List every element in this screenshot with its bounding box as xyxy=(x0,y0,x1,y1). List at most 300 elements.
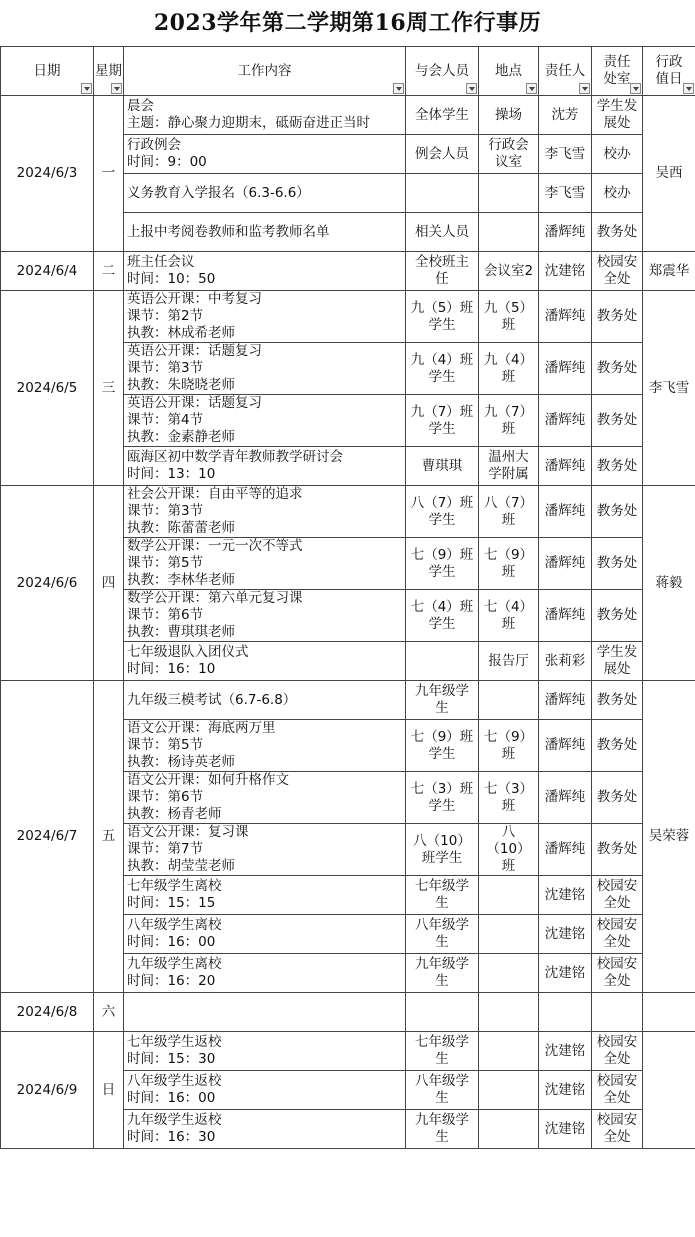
content-cell-line: 执教：林成希老师 xyxy=(127,325,235,341)
attendees-cell-line: 九（4）班 xyxy=(410,351,474,368)
content-cell xyxy=(124,291,406,343)
date-cell: 2024/6/9 xyxy=(1,1032,94,1149)
filter-dropdown-icon[interactable] xyxy=(630,83,641,94)
attendees-cell-line: 八（7）班 xyxy=(410,494,474,511)
responsible-cell: 李飞雪 xyxy=(539,174,592,213)
attendees-cell xyxy=(406,1032,479,1071)
duty-cell xyxy=(643,1032,695,1149)
attendees-cell-line: 学生 xyxy=(428,316,456,333)
content-cell-line: 语文公开课：复习课 xyxy=(127,824,249,840)
attendees-cell-line: 七（4）班 xyxy=(410,598,474,615)
attendees-cell-line: 学生 xyxy=(428,511,456,528)
content-cell xyxy=(124,876,406,915)
content-cell-line: 执教：李林华老师 xyxy=(127,572,235,588)
attendees-cell-line: 全体学生 xyxy=(415,106,469,123)
table-row xyxy=(1,252,695,291)
content-cell-line: 社会公开课：自由平等的追求 xyxy=(127,486,303,502)
dept-cell-line: 展处 xyxy=(603,115,631,131)
dept-cell xyxy=(592,486,643,538)
dept-cell xyxy=(592,395,643,447)
attendees-cell xyxy=(406,291,479,343)
content-cell xyxy=(124,720,406,772)
content-cell xyxy=(124,1110,406,1149)
weekday-cell: 四 xyxy=(94,486,124,681)
content-cell-line: 执教：陈蕾蕾老师 xyxy=(127,520,235,536)
responsible-cell: 沈建铭 xyxy=(539,915,592,954)
dept-cell-line: 教务处 xyxy=(596,223,638,240)
dept-cell xyxy=(592,135,643,174)
responsible-cell: 潘辉纯 xyxy=(539,343,592,395)
location-cell-line: 八 xyxy=(501,824,516,840)
table-row xyxy=(1,291,695,343)
dept-cell-line: 教务处 xyxy=(596,412,638,428)
content-cell xyxy=(124,590,406,642)
content-cell xyxy=(124,1032,406,1071)
content-cell-line: 瓯海区初中数学青年教师教学研讨会 xyxy=(127,449,343,465)
date-cell: 2024/6/6 xyxy=(1,486,94,681)
content-cell xyxy=(124,135,406,174)
attendees-cell-line: 生 xyxy=(435,1090,449,1106)
location-cell-line: （10） xyxy=(486,841,531,857)
dept-cell-line: 校园安 xyxy=(596,1073,638,1089)
responsible-cell: 李飞雪 xyxy=(539,135,592,174)
content-cell-line: 时间：13：10 xyxy=(127,466,216,482)
responsible-cell xyxy=(539,993,592,1032)
attendees-cell-line: 例会人员 xyxy=(415,145,469,162)
content-cell-line: 课节：第5节 xyxy=(127,555,204,571)
dept-cell-line: 教务处 xyxy=(596,308,638,324)
content-cell-line: 主题：静心聚力迎期末，砥砺奋进正当时 xyxy=(127,115,370,131)
attendees-cell xyxy=(406,252,479,291)
date-cell: 2024/6/7 xyxy=(1,681,94,993)
content-cell-line: 课节：第2节 xyxy=(127,308,204,324)
location-cell-line: 八（7） xyxy=(483,494,534,511)
responsible-cell: 潘辉纯 xyxy=(539,213,592,252)
header-dept: 责任 处室 xyxy=(592,47,643,96)
dept-cell-line: 全处 xyxy=(603,895,631,911)
responsible-cell: 沈建铭 xyxy=(539,1032,592,1071)
content-cell-line: 九年级学生返校 xyxy=(127,1112,222,1128)
header-location: 地点 xyxy=(479,47,539,96)
attendees-cell xyxy=(406,96,479,135)
date-cell: 2024/6/5 xyxy=(1,291,94,486)
content-cell-line: 语文公开课：如何升格作文 xyxy=(127,772,289,788)
dept-cell xyxy=(592,1071,643,1110)
attendees-cell-line: 学生 xyxy=(428,797,456,814)
content-cell-line: 时间：15：30 xyxy=(127,1051,216,1067)
dept-cell-line: 全处 xyxy=(603,1129,631,1145)
table-row xyxy=(1,96,695,135)
attendees-cell-line: 七年级学 xyxy=(415,878,469,894)
attendees-cell xyxy=(406,915,479,954)
attendees-cell-line: 七（9）班 xyxy=(410,546,474,563)
filter-dropdown-icon[interactable] xyxy=(81,83,92,94)
location-cell-line: 温州大 xyxy=(488,449,529,465)
dept-cell xyxy=(592,252,643,291)
responsible-cell: 潘辉纯 xyxy=(539,772,592,824)
location-cell-line: 班 xyxy=(501,316,516,333)
attendees-cell-line: 九年级学 xyxy=(415,683,469,699)
responsible-cell: 潘辉纯 xyxy=(539,681,592,720)
attendees-cell-line: 曹琪琪 xyxy=(421,457,463,474)
attendees-cell xyxy=(406,343,479,395)
location-cell xyxy=(479,590,539,642)
content-cell-line: 执教：曹琪琪老师 xyxy=(127,624,235,640)
content-cell-line: 八年级学生返校 xyxy=(127,1073,222,1089)
content-cell xyxy=(124,915,406,954)
responsible-cell: 潘辉纯 xyxy=(539,720,592,772)
content-cell-line: 七年级学生返校 xyxy=(127,1034,222,1050)
responsible-cell: 潘辉纯 xyxy=(539,486,592,538)
content-cell xyxy=(124,772,406,824)
attendees-cell-line: 班学生 xyxy=(421,849,463,866)
location-cell-line: 会议室2 xyxy=(483,262,534,279)
table-row xyxy=(1,1032,695,1071)
location-cell xyxy=(479,954,539,993)
attendees-cell-line: 学生 xyxy=(428,368,456,385)
attendees-cell-line: 七（9）班 xyxy=(410,728,474,745)
dept-cell xyxy=(592,1110,643,1149)
filter-dropdown-icon[interactable] xyxy=(466,83,477,94)
responsible-cell: 张莉彩 xyxy=(539,642,592,681)
date-cell: 2024/6/8 xyxy=(1,993,94,1032)
responsible-cell: 潘辉纯 xyxy=(539,824,592,876)
filter-dropdown-icon[interactable] xyxy=(526,83,537,94)
attendees-cell xyxy=(406,1071,479,1110)
location-cell xyxy=(479,876,539,915)
location-cell-line: 班 xyxy=(501,858,516,874)
attendees-cell-line: 生 xyxy=(435,1129,449,1145)
dept-cell-line: 校办 xyxy=(603,145,631,162)
weekday-cell: 一 xyxy=(94,96,124,252)
content-cell xyxy=(124,642,406,681)
location-cell xyxy=(479,1032,539,1071)
filter-dropdown-icon[interactable] xyxy=(393,83,404,94)
attendees-cell-line: 八年级学 xyxy=(415,917,469,933)
content-cell-line: 执教：朱晓晓老师 xyxy=(127,377,235,393)
table-row xyxy=(1,993,695,1032)
content-cell-line: 英语公开课：中考复习 xyxy=(127,291,262,307)
location-cell-line: 班 xyxy=(501,745,516,762)
content-cell-line: 时间：16：00 xyxy=(127,934,216,950)
attendees-cell-line: 学生 xyxy=(428,563,456,580)
content-cell-line: 时间：9：00 xyxy=(127,154,207,170)
location-cell xyxy=(479,343,539,395)
attendees-cell-line: 生 xyxy=(435,1051,449,1067)
dept-cell-line: 全处 xyxy=(603,1090,631,1106)
dept-cell xyxy=(592,720,643,772)
dept-cell xyxy=(592,447,643,486)
content-cell-line: 执教：金素静老师 xyxy=(127,429,235,445)
content-cell-line: 七年级退队入团仪式 xyxy=(127,644,249,660)
location-cell-line: 九（4） xyxy=(483,351,534,368)
attendees-cell-line: 生 xyxy=(435,895,449,911)
dept-cell-line: 全处 xyxy=(603,973,631,989)
responsible-cell: 沈建铭 xyxy=(539,1071,592,1110)
content-cell-line: 执教：胡莹莹老师 xyxy=(127,858,235,874)
dept-cell xyxy=(592,642,643,681)
dept-cell-line: 教务处 xyxy=(596,503,638,519)
attendees-cell xyxy=(406,1110,479,1149)
content-cell-line: 数学公开课：一元一次不等式 xyxy=(127,538,303,554)
attendees-cell-line: 生 xyxy=(435,934,449,950)
location-cell xyxy=(479,135,539,174)
dept-cell xyxy=(592,954,643,993)
location-cell-line: 操场 xyxy=(495,106,522,123)
content-cell-line: 时间：16：10 xyxy=(127,661,216,677)
table-row xyxy=(1,681,695,720)
content-cell-line: 上报中考阅卷教师和监考教师名单 xyxy=(127,223,330,240)
attendees-cell xyxy=(406,486,479,538)
dept-cell-line: 校园安 xyxy=(596,917,638,933)
location-cell-line: 议室 xyxy=(495,154,522,170)
duty-cell: 蒋毅 xyxy=(643,486,695,681)
content-cell xyxy=(124,174,406,213)
attendees-cell xyxy=(406,135,479,174)
dept-cell xyxy=(592,213,643,252)
attendees-cell-line: 九年级学 xyxy=(415,1112,469,1128)
dept-cell-line: 全处 xyxy=(603,271,631,287)
location-cell xyxy=(479,213,539,252)
dept-cell-line: 全处 xyxy=(603,1051,631,1067)
location-cell xyxy=(479,174,539,213)
attendees-cell-line: 相关人员 xyxy=(415,223,469,240)
location-cell xyxy=(479,395,539,447)
location-cell-line: 行政会 xyxy=(488,137,529,153)
content-cell-line: 课节：第6节 xyxy=(127,789,204,805)
header-duty: 行政 值日 xyxy=(643,47,695,96)
location-cell xyxy=(479,538,539,590)
dept-cell xyxy=(592,915,643,954)
responsible-cell: 沈建铭 xyxy=(539,954,592,993)
content-cell xyxy=(124,1071,406,1110)
dept-cell-line: 教务处 xyxy=(596,737,638,753)
weekday-cell: 五 xyxy=(94,681,124,993)
content-cell xyxy=(124,538,406,590)
content-cell xyxy=(124,343,406,395)
header-weekday: 星期 xyxy=(94,47,124,96)
content-cell xyxy=(124,96,406,135)
attendees-cell xyxy=(406,720,479,772)
content-cell xyxy=(124,213,406,252)
attendees-cell xyxy=(406,447,479,486)
location-cell xyxy=(479,486,539,538)
attendees-cell xyxy=(406,993,479,1032)
content-cell-line: 九年级三模考试（6.7-6.8） xyxy=(127,691,297,708)
attendees-cell-line: 学生 xyxy=(428,615,456,632)
dept-cell xyxy=(592,538,643,590)
location-cell xyxy=(479,915,539,954)
attendees-cell-line: 八年级学 xyxy=(415,1073,469,1089)
location-cell-line: 班 xyxy=(501,563,516,580)
location-cell xyxy=(479,1071,539,1110)
header-row xyxy=(1,47,695,96)
content-cell-line: 时间：10：50 xyxy=(127,271,216,287)
attendees-cell xyxy=(406,954,479,993)
location-cell xyxy=(479,447,539,486)
location-cell xyxy=(479,824,539,876)
location-cell-line: 报告厅 xyxy=(488,652,529,669)
content-cell-line: 七年级学生离校 xyxy=(127,878,222,894)
content-cell-line: 课节：第3节 xyxy=(127,360,204,376)
location-cell-line: 九（5） xyxy=(483,299,534,316)
dept-cell-line: 教务处 xyxy=(596,607,638,623)
attendees-cell xyxy=(406,590,479,642)
location-cell-line: 班 xyxy=(501,615,516,632)
content-cell-line: 执教：杨青老师 xyxy=(127,806,222,822)
dept-cell xyxy=(592,96,643,135)
dept-cell-line: 校园安 xyxy=(596,254,638,270)
content-cell-line: 语文公开课：海底两万里 xyxy=(127,720,276,736)
dept-cell-line: 全处 xyxy=(603,934,631,950)
location-cell-line: 班 xyxy=(501,368,516,385)
attendees-cell-line: 生 xyxy=(435,700,449,716)
location-cell xyxy=(479,1110,539,1149)
filter-dropdown-icon[interactable] xyxy=(579,83,590,94)
weekday-cell: 日 xyxy=(94,1032,124,1149)
content-cell xyxy=(124,954,406,993)
dept-cell-line: 教务处 xyxy=(596,457,638,474)
dept-cell xyxy=(592,1032,643,1071)
duty-cell xyxy=(643,993,695,1032)
location-cell xyxy=(479,291,539,343)
content-cell-line: 时间：16：20 xyxy=(127,973,216,989)
content-cell xyxy=(124,824,406,876)
content-cell-line: 课节：第7节 xyxy=(127,841,204,857)
content-cell-line: 数学公开课：第六单元复习课 xyxy=(127,590,303,606)
dept-cell-line: 展处 xyxy=(603,661,631,677)
dept-cell-line: 学生发 xyxy=(596,98,638,114)
location-cell xyxy=(479,252,539,291)
location-cell-line: 七（3） xyxy=(483,780,534,797)
content-cell-line: 晨会 xyxy=(127,98,154,114)
attendees-cell-line: 九（5）班 xyxy=(410,299,474,316)
attendees-cell-line: 八（10） xyxy=(413,832,471,849)
dept-cell xyxy=(592,681,643,720)
duty-cell: 吴西 xyxy=(643,96,695,252)
attendees-cell xyxy=(406,395,479,447)
location-cell xyxy=(479,772,539,824)
dept-cell xyxy=(592,772,643,824)
content-cell xyxy=(124,993,406,1032)
dept-cell xyxy=(592,876,643,915)
responsible-cell: 沈建铭 xyxy=(539,876,592,915)
attendees-cell-line: 九年级学 xyxy=(415,956,469,972)
content-cell-line: 八年级学生离校 xyxy=(127,917,222,933)
dept-cell-line: 校园安 xyxy=(596,878,638,894)
attendees-cell xyxy=(406,642,479,681)
content-cell-line: 班主任会议 xyxy=(127,254,195,270)
dept-cell xyxy=(592,590,643,642)
content-cell-line: 英语公开课：话题复习 xyxy=(127,343,262,359)
content-cell xyxy=(124,447,406,486)
weekday-cell: 二 xyxy=(94,252,124,291)
header-date: 日期 xyxy=(1,47,94,96)
duty-cell: 吴荣蓉 xyxy=(643,681,695,993)
responsible-cell: 潘辉纯 xyxy=(539,395,592,447)
content-cell-line: 执教：杨诗英老师 xyxy=(127,754,235,770)
location-cell-line: 七（4） xyxy=(483,598,534,615)
schedule-table xyxy=(0,46,695,1149)
dept-cell xyxy=(592,343,643,395)
header-attendees: 与会人员 xyxy=(406,47,479,96)
content-cell-line: 课节：第3节 xyxy=(127,503,204,519)
content-cell-line: 英语公开课：话题复习 xyxy=(127,395,262,411)
schedule-body xyxy=(1,96,695,1149)
dept-cell-line: 教务处 xyxy=(596,841,638,857)
table-row xyxy=(1,486,695,538)
location-cell xyxy=(479,642,539,681)
dept-cell-line: 校园安 xyxy=(596,1112,638,1128)
responsible-cell: 沈芳 xyxy=(539,96,592,135)
content-cell-line: 行政例会 xyxy=(127,137,181,153)
dept-cell xyxy=(592,824,643,876)
content-cell xyxy=(124,486,406,538)
attendees-cell xyxy=(406,876,479,915)
content-cell-line: 课节：第4节 xyxy=(127,412,204,428)
dept-cell-line: 校办 xyxy=(603,184,631,201)
location-cell-line: 九（7） xyxy=(483,403,534,420)
attendees-cell-line: 七年级学 xyxy=(415,1034,469,1050)
weekday-cell: 六 xyxy=(94,993,124,1032)
dept-cell xyxy=(592,291,643,343)
attendees-cell-line: 生 xyxy=(435,973,449,989)
location-cell xyxy=(479,681,539,720)
attendees-cell-line: 任 xyxy=(435,271,449,287)
content-cell-line: 时间：16：00 xyxy=(127,1090,216,1106)
content-cell-line: 时间：16：30 xyxy=(127,1129,216,1145)
location-cell xyxy=(479,96,539,135)
attendees-cell xyxy=(406,772,479,824)
content-cell-line: 课节：第5节 xyxy=(127,737,204,753)
location-cell-line: 七（9） xyxy=(483,546,534,563)
responsible-cell: 沈建铭 xyxy=(539,252,592,291)
location-cell xyxy=(479,720,539,772)
dept-cell-line: 校园安 xyxy=(596,956,638,972)
dept-cell xyxy=(592,174,643,213)
attendees-cell-line: 九（7）班 xyxy=(410,403,474,420)
attendees-cell xyxy=(406,213,479,252)
location-cell-line: 学附属 xyxy=(488,466,529,482)
location-cell-line: 七（9） xyxy=(483,728,534,745)
attendees-cell-line: 七（3）班 xyxy=(410,780,474,797)
responsible-cell: 潘辉纯 xyxy=(539,590,592,642)
attendees-cell-line: 学生 xyxy=(428,745,456,762)
date-cell: 2024/6/4 xyxy=(1,252,94,291)
header-responsible: 责任人 xyxy=(539,47,592,96)
location-cell xyxy=(479,993,539,1032)
dept-cell-line: 教务处 xyxy=(596,691,638,708)
responsible-cell: 沈建铭 xyxy=(539,1110,592,1149)
content-cell-line: 时间：15：15 xyxy=(127,895,216,911)
responsible-cell: 潘辉纯 xyxy=(539,291,592,343)
attendees-cell xyxy=(406,174,479,213)
attendees-cell xyxy=(406,681,479,720)
location-cell-line: 班 xyxy=(501,420,516,437)
filter-dropdown-icon[interactable] xyxy=(111,83,122,94)
duty-cell: 郑震华 xyxy=(643,252,695,291)
content-cell xyxy=(124,681,406,720)
dept-cell xyxy=(592,993,643,1032)
content-cell-line: 九年级学生离校 xyxy=(127,956,222,972)
attendees-cell-line: 学生 xyxy=(428,420,456,437)
attendees-cell-line: 全校班主 xyxy=(415,254,469,270)
filter-dropdown-icon[interactable] xyxy=(683,83,694,94)
date-cell: 2024/6/3 xyxy=(1,96,94,252)
dept-cell-line: 教务处 xyxy=(596,555,638,571)
weekday-cell: 三 xyxy=(94,291,124,486)
responsible-cell: 潘辉纯 xyxy=(539,538,592,590)
